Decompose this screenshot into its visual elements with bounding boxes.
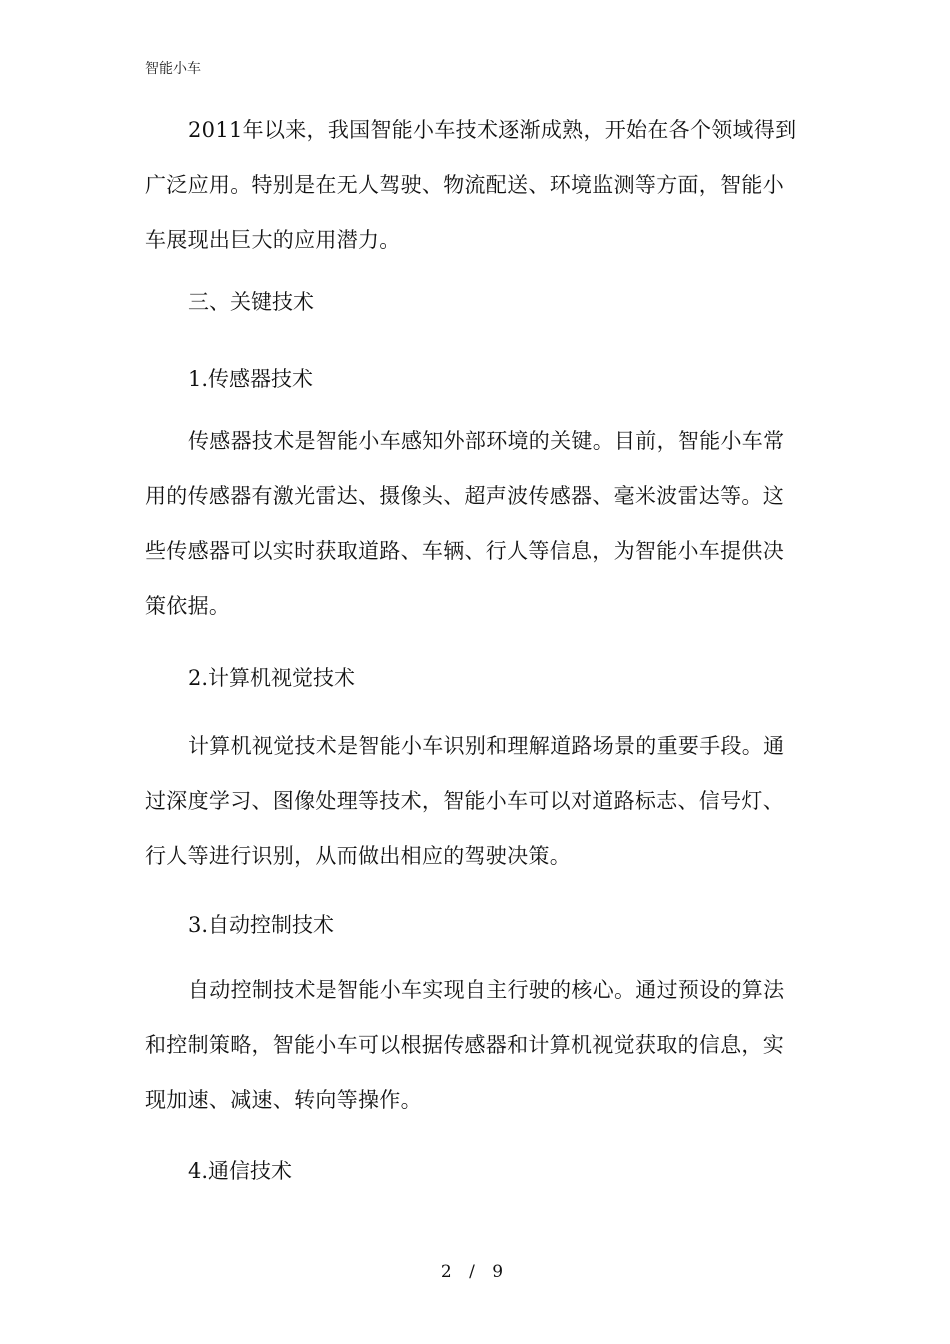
subheading-sensor: 1.传感器技术	[188, 367, 314, 391]
paragraph-control: 自动控制技术是智能小车实现自主行驶的核心。通过预设的算法和控制策略，智能小车可以根据传感器和计算机视觉获取的信息，实现加速、减速、转向等操作。	[145, 978, 785, 1112]
running-header: 智能小车	[145, 61, 201, 77]
paragraph-intro: 2011年以来，我国智能小车技术逐渐成熟，开始在各个领域得到广泛应用。特别是在无人驾驶、物流配送、环境监测等方面，智能小车展现出巨大的应用潜力。	[145, 118, 797, 252]
section-heading: 三、关键技术	[188, 290, 314, 314]
subheading-communication: 4.通信技术	[188, 1159, 293, 1183]
paragraph-vision: 计算机视觉技术是智能小车识别和理解道路场景的重要手段。通过深度学习、图像处理等技术，智能小车可以对道路标志、信号灯、行人等进行识别，从而做出相应的驾驶决策。	[145, 734, 785, 868]
page-number: 2 / 9	[440, 1262, 510, 1282]
paragraph-sensor: 传感器技术是智能小车感知外部环境的关键。目前，智能小车常用的传感器有激光雷达、摄像头、超声波传感器、毫米波雷达等。这些传感器可以实时获取道路、车辆、行人等信息，为智能小车提供决策依据。	[145, 429, 785, 618]
subheading-control: 3.自动控制技术	[188, 913, 335, 937]
subheading-vision: 2.计算机视觉技术	[188, 666, 356, 690]
